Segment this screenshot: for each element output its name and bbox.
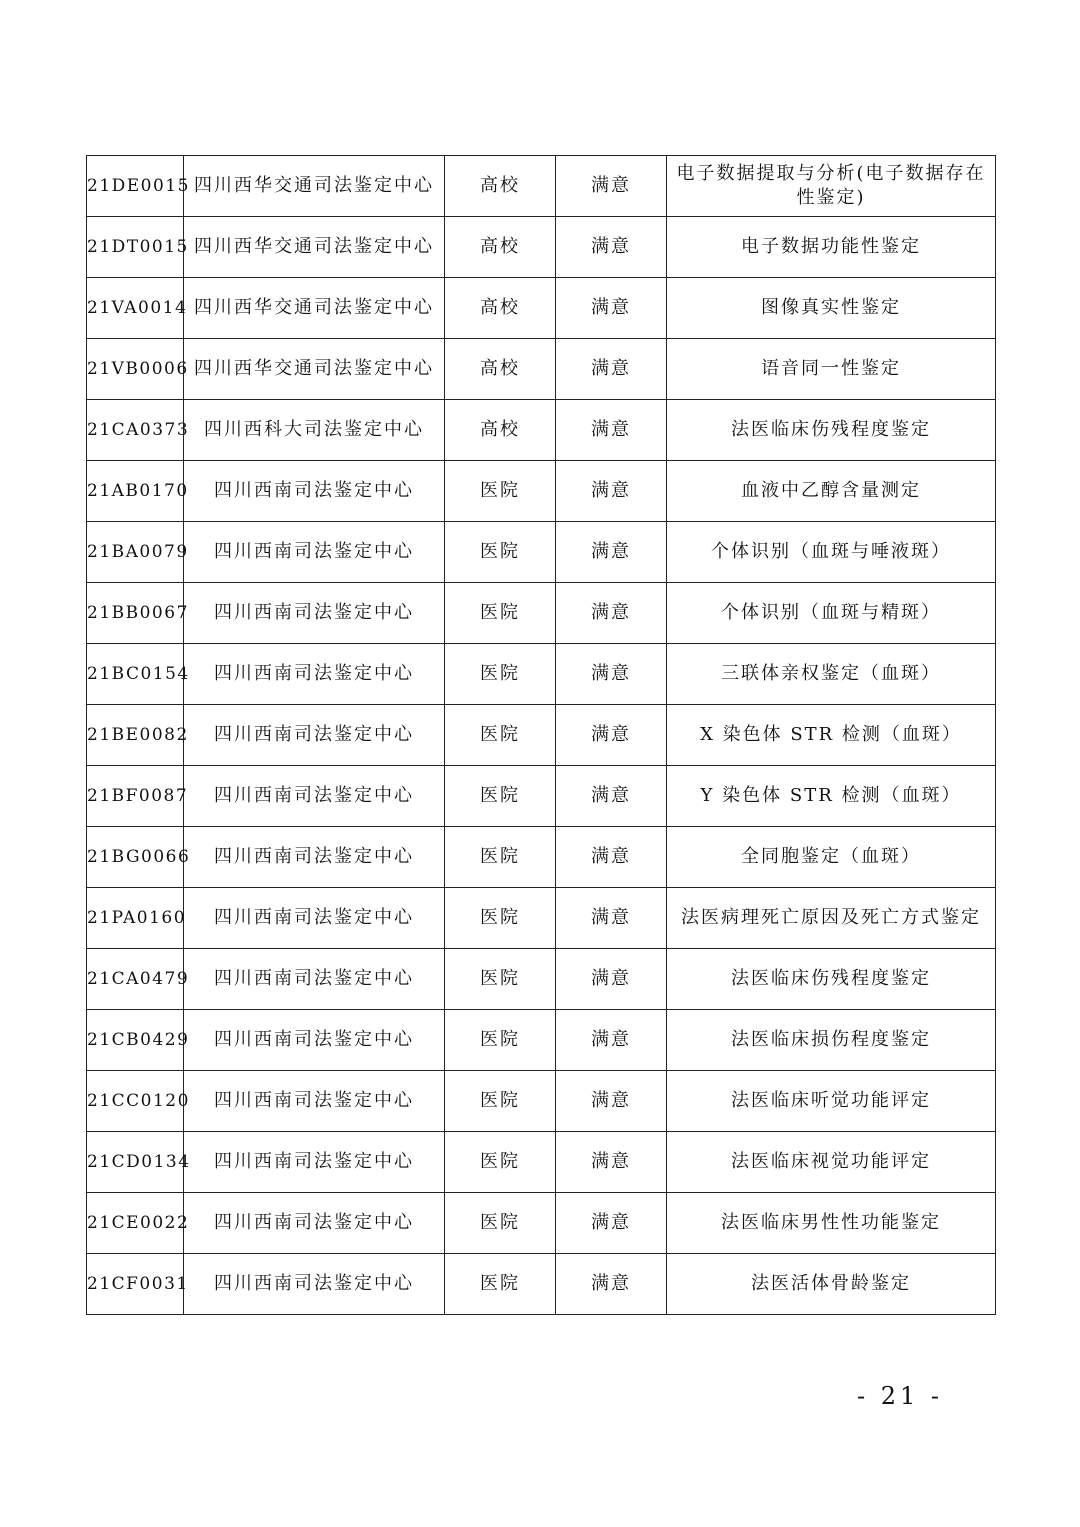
table-row	[87, 949, 996, 1010]
cell-code: 21BF0087	[87, 766, 184, 827]
cell-evaluation: 满意	[556, 1254, 667, 1315]
table-row	[87, 461, 996, 522]
cell-evaluation: 满意	[556, 217, 667, 278]
cell-institution-type: 高校	[445, 156, 556, 217]
cell-code: 21CB0429	[87, 1010, 184, 1071]
table-row	[87, 1132, 996, 1193]
cell-institution-type: 医院	[445, 766, 556, 827]
cell-test-item: 语音同一性鉴定	[667, 339, 996, 400]
cell-test-item: 三联体亲权鉴定（血斑）	[667, 644, 996, 705]
table-row	[87, 156, 996, 217]
cell-code: 21CA0479	[87, 949, 184, 1010]
table-body	[87, 156, 996, 1315]
cell-code: 21CE0022	[87, 1193, 184, 1254]
cell-test-item: 法医临床伤残程度鉴定	[667, 400, 996, 461]
cell-organization: 四川西南司法鉴定中心	[184, 1010, 445, 1071]
cell-code: 21BG0066	[87, 827, 184, 888]
cell-organization: 四川西南司法鉴定中心	[184, 827, 445, 888]
cell-test-item: 法医临床听觉功能评定	[667, 1071, 996, 1132]
cell-evaluation: 满意	[556, 522, 667, 583]
cell-evaluation: 满意	[556, 949, 667, 1010]
cell-code: 21DT0015	[87, 217, 184, 278]
table-row	[87, 827, 996, 888]
cell-organization: 四川西南司法鉴定中心	[184, 1193, 445, 1254]
table-row	[87, 217, 996, 278]
cell-code: 21DE0015	[87, 156, 184, 217]
cell-institution-type: 医院	[445, 1193, 556, 1254]
cell-test-item: 法医临床男性性功能鉴定	[667, 1193, 996, 1254]
cell-evaluation: 满意	[556, 766, 667, 827]
cell-test-item: 电子数据提取与分析(电子数据存在性鉴定)	[667, 156, 996, 217]
cell-test-item: Y 染色体 STR 检测（血斑）	[667, 766, 996, 827]
cell-test-item: 个体识别（血斑与精斑）	[667, 583, 996, 644]
cell-organization: 四川西南司法鉴定中心	[184, 644, 445, 705]
cell-institution-type: 高校	[445, 400, 556, 461]
cell-evaluation: 满意	[556, 156, 667, 217]
cell-institution-type: 医院	[445, 461, 556, 522]
cell-evaluation: 满意	[556, 705, 667, 766]
cell-institution-type: 医院	[445, 888, 556, 949]
cell-organization: 四川西南司法鉴定中心	[184, 461, 445, 522]
table-row	[87, 1010, 996, 1071]
table-row	[87, 888, 996, 949]
cell-institution-type: 医院	[445, 522, 556, 583]
cell-organization: 四川西华交通司法鉴定中心	[184, 278, 445, 339]
cell-evaluation: 满意	[556, 1132, 667, 1193]
cell-organization: 四川西华交通司法鉴定中心	[184, 156, 445, 217]
cell-code: 21AB0170	[87, 461, 184, 522]
cell-organization: 四川西南司法鉴定中心	[184, 1132, 445, 1193]
cell-test-item: X 染色体 STR 检测（血斑）	[667, 705, 996, 766]
cell-institution-type: 医院	[445, 705, 556, 766]
cell-code: 21BE0082	[87, 705, 184, 766]
cell-evaluation: 满意	[556, 583, 667, 644]
table-row	[87, 278, 996, 339]
table-row	[87, 1193, 996, 1254]
cell-test-item: 法医临床损伤程度鉴定	[667, 1010, 996, 1071]
cell-code: 21BB0067	[87, 583, 184, 644]
cell-evaluation: 满意	[556, 827, 667, 888]
cell-organization: 四川西南司法鉴定中心	[184, 949, 445, 1010]
cell-code: 21BA0079	[87, 522, 184, 583]
cell-institution-type: 医院	[445, 583, 556, 644]
cell-organization: 四川西南司法鉴定中心	[184, 583, 445, 644]
cell-organization: 四川西南司法鉴定中心	[184, 522, 445, 583]
cell-institution-type: 医院	[445, 827, 556, 888]
cell-test-item: 法医活体骨龄鉴定	[667, 1254, 996, 1315]
cell-organization: 四川西华交通司法鉴定中心	[184, 217, 445, 278]
cell-institution-type: 高校	[445, 339, 556, 400]
cell-institution-type: 医院	[445, 949, 556, 1010]
cell-evaluation: 满意	[556, 400, 667, 461]
cell-code: 21CF0031	[87, 1254, 184, 1315]
cell-evaluation: 满意	[556, 1071, 667, 1132]
cell-code: 21VA0014	[87, 278, 184, 339]
cell-code: 21CA0373	[87, 400, 184, 461]
cell-organization: 四川西南司法鉴定中心	[184, 1254, 445, 1315]
table-row	[87, 339, 996, 400]
cell-code: 21CD0134	[87, 1132, 184, 1193]
cell-test-item: 法医临床伤残程度鉴定	[667, 949, 996, 1010]
cell-evaluation: 满意	[556, 461, 667, 522]
table-row	[87, 705, 996, 766]
table-row	[87, 644, 996, 705]
table-row	[87, 766, 996, 827]
table-row	[87, 522, 996, 583]
cell-organization: 四川西华交通司法鉴定中心	[184, 339, 445, 400]
cell-test-item: 法医临床视觉功能评定	[667, 1132, 996, 1193]
cell-institution-type: 医院	[445, 644, 556, 705]
cell-institution-type: 医院	[445, 1010, 556, 1071]
cell-organization: 四川西南司法鉴定中心	[184, 766, 445, 827]
cell-code: 21CC0120	[87, 1071, 184, 1132]
cell-organization: 四川西科大司法鉴定中心	[184, 400, 445, 461]
cell-code: 21VB0006	[87, 339, 184, 400]
cell-evaluation: 满意	[556, 1010, 667, 1071]
cell-evaluation: 满意	[556, 339, 667, 400]
cell-test-item: 图像真实性鉴定	[667, 278, 996, 339]
cell-organization: 四川西南司法鉴定中心	[184, 888, 445, 949]
cell-code: 21PA0160	[87, 888, 184, 949]
results-table	[86, 155, 996, 1315]
table-row	[87, 400, 996, 461]
cell-test-item: 个体识别（血斑与唾液斑）	[667, 522, 996, 583]
cell-organization: 四川西南司法鉴定中心	[184, 705, 445, 766]
page-number: - 21 -	[856, 1382, 943, 1410]
cell-institution-type: 高校	[445, 217, 556, 278]
table-row	[87, 1071, 996, 1132]
cell-evaluation: 满意	[556, 644, 667, 705]
cell-test-item: 电子数据功能性鉴定	[667, 217, 996, 278]
cell-evaluation: 满意	[556, 278, 667, 339]
cell-institution-type: 高校	[445, 278, 556, 339]
cell-institution-type: 医院	[445, 1132, 556, 1193]
table-row	[87, 583, 996, 644]
cell-evaluation: 满意	[556, 1193, 667, 1254]
cell-test-item: 法医病理死亡原因及死亡方式鉴定	[667, 888, 996, 949]
cell-evaluation: 满意	[556, 888, 667, 949]
cell-test-item: 全同胞鉴定（血斑）	[667, 827, 996, 888]
table-row	[87, 1254, 996, 1315]
cell-test-item: 血液中乙醇含量测定	[667, 461, 996, 522]
cell-institution-type: 医院	[445, 1071, 556, 1132]
cell-code: 21BC0154	[87, 644, 184, 705]
cell-institution-type: 医院	[445, 1254, 556, 1315]
cell-organization: 四川西南司法鉴定中心	[184, 1071, 445, 1132]
